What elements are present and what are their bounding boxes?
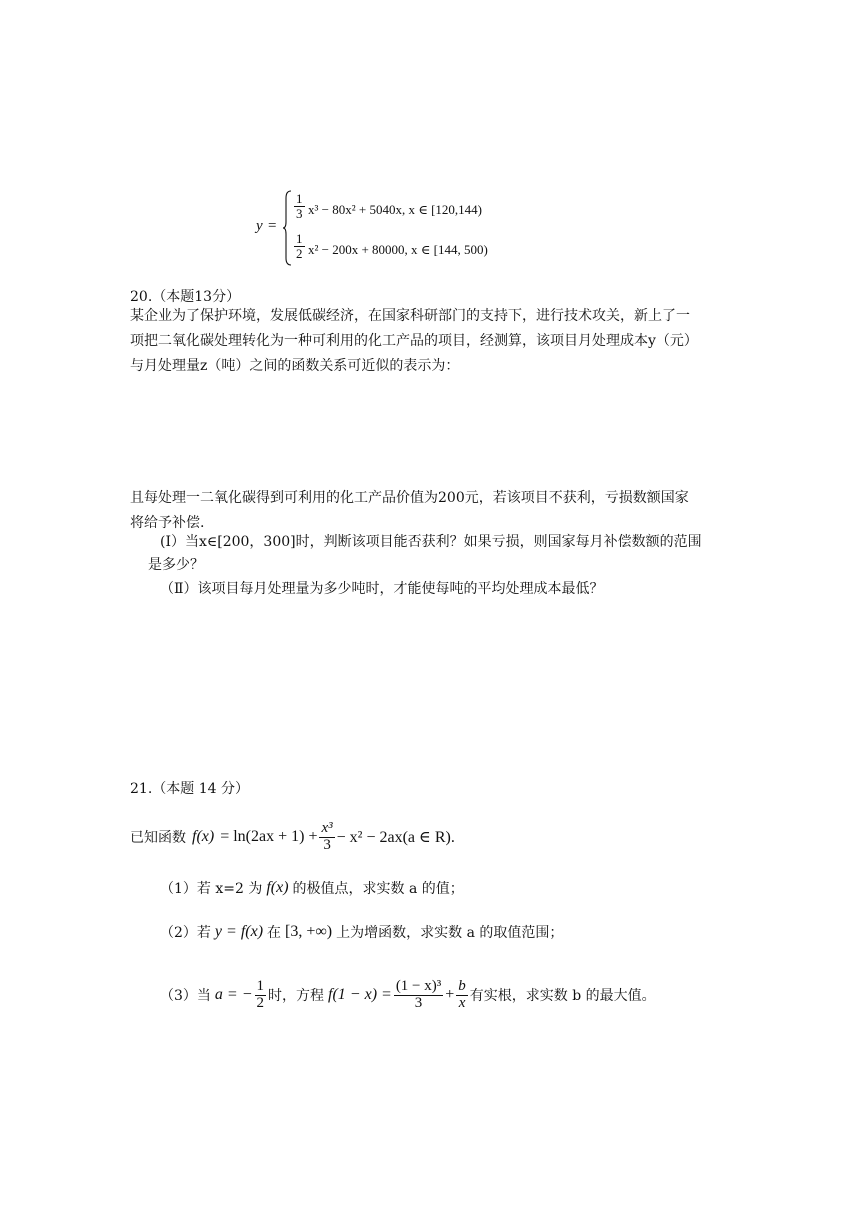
q21-intro: 已知函数 f(x) = ln(2ax + 1) + $\frac{\text{x³}}{3}$ − x² − 2ax(a ∈ R). xyxy=(130,819,455,853)
q20-body-cont xyxy=(130,486,740,536)
half-frac: $\frac{1}{2}$ xyxy=(256,977,265,1011)
row2-expr: x² − 200x + 80000, x ∈ [144, 500) xyxy=(308,242,488,257)
cube-frac: $\frac{\text{(1 − x)³}}{3}$ xyxy=(395,977,442,1011)
q20-body xyxy=(130,304,740,379)
q20-line: 将给予补偿. xyxy=(130,515,205,531)
fx: f(x) xyxy=(192,828,215,845)
q21-part1: （1）若 x=2 为 f(x) 的极值点，求实数 a 的值； xyxy=(160,879,464,897)
q20-part1: (Ⅰ）当x∈[200，300]时，判断该项目能否获利？如果亏损，则国家每月补偿数额的范围 xyxy=(160,534,702,550)
formula-lhs: y xyxy=(256,218,263,234)
q20-line: 项把二氧化碳处理转化为一种可利用的化工产品的项目，经测算，该项目月处理成本y（元） xyxy=(130,333,698,349)
b-over-x-frac: $\frac{b}{x}$ xyxy=(458,977,466,1011)
q21-part3: （3）当 a = − $\frac{1}{2}$ 时，方程 f(1 − x) = $\frac{\text{(1 − x)³}}{3}$ + $\frac{b}{x}$ 有实根，求实数 b 的最大值。 xyxy=(160,977,656,1011)
row2-frac: $\frac{1}{2}$ xyxy=(296,231,303,261)
q20-line: 且每处理一二氧化碳得到可利用的化工产品价值为200元，若该项目不获利，亏损数额国家 xyxy=(130,490,689,506)
brace xyxy=(282,190,292,266)
row1-expr: x³ − 80x² + 5040x, x ∈ [120,144) xyxy=(308,202,482,217)
row1-frac: $\frac{1}{3}$ xyxy=(296,191,303,221)
q21-heading: 21.（本题 14 分） xyxy=(130,781,249,797)
piecewise-formula xyxy=(252,188,512,268)
formula-eq: = xyxy=(268,218,277,234)
q21-part2: （2）若 y = f(x) 在 [3, +∞) 上为增函数，求实数 a 的取值范围； xyxy=(160,923,564,941)
q20-part1-cont: 是多少？ xyxy=(148,557,204,573)
q20-line: 与月处理量z（吨）之间的函数关系可近似的表示为： xyxy=(130,358,460,374)
q20-part2: （Ⅱ）该项目每月处理量为多少吨时，才能使每吨的平均处理成本最低？ xyxy=(160,581,604,597)
q20-heading: 20.（本题13分） xyxy=(130,289,241,305)
q20-line: 某企业为了保护环境，发展低碳经济，在国家科研部门的支持下，进行技术攻关，新上了一 xyxy=(130,308,690,324)
x3-frac: $\frac{\text{x³}}{3}$ xyxy=(321,819,333,853)
